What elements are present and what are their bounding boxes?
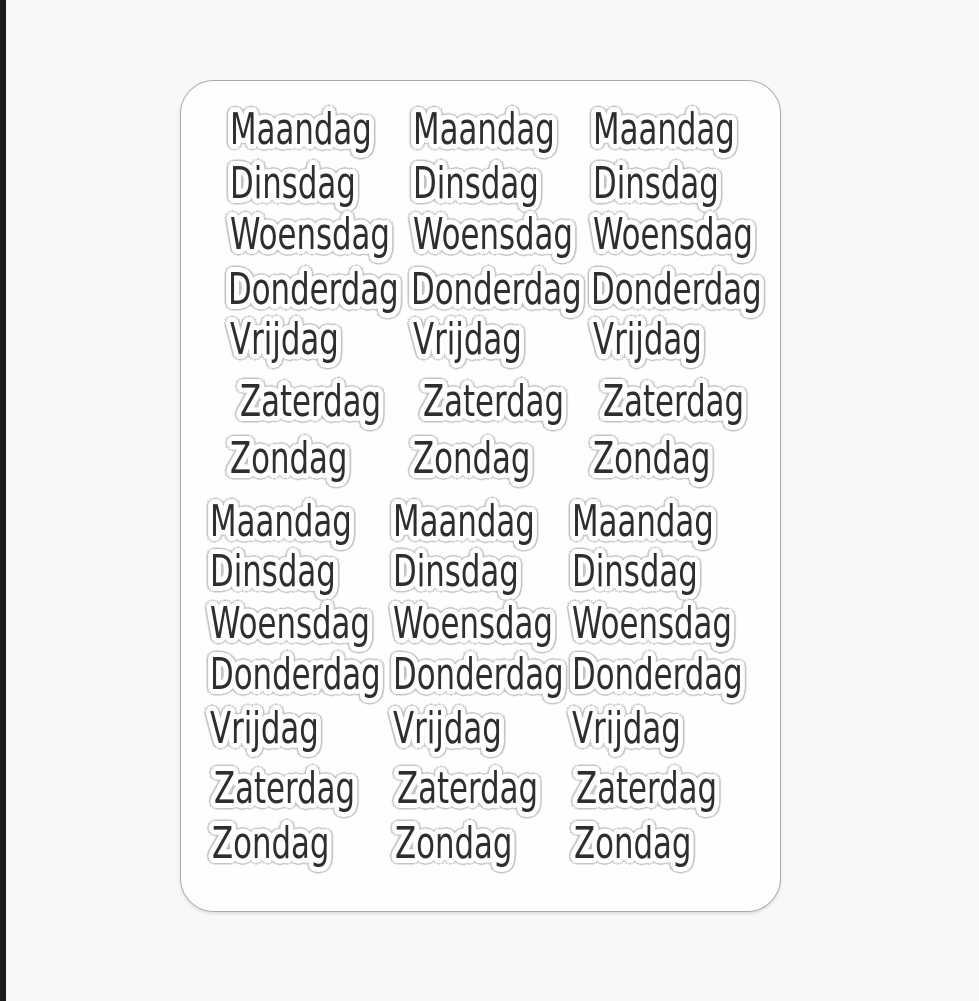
sticker-dinsdag-col3: Dinsdag (572, 546, 698, 597)
sticker-woensdag-col2: Woensdag (413, 209, 573, 260)
sticker-vrijdag-col3: Vrijdag (572, 703, 681, 754)
sticker-maandag-col3: Maandag (593, 104, 735, 155)
sticker-maandag-col3: Maandag (572, 496, 714, 547)
sticker-donderdag-col2: Donderdag (411, 264, 582, 315)
sticker-donderdag-col1: Donderdag (210, 649, 381, 700)
sticker-woensdag-col3: Woensdag (593, 209, 753, 260)
sticker-zondag-col2: Zondag (413, 433, 531, 484)
sticker-dinsdag-col1: Dinsdag (230, 158, 356, 209)
sticker-donderdag-col2: Donderdag (393, 649, 564, 700)
sticker-dinsdag-col3: Dinsdag (593, 158, 719, 209)
sticker-zondag-col1: Zondag (230, 433, 348, 484)
sticker-zondag-col3: Zondag (574, 818, 692, 869)
sticker-donderdag-col3: Donderdag (572, 649, 743, 700)
sticker-zaterdag-col2: Zaterdag (397, 763, 539, 814)
sticker-zondag-col1: Zondag (212, 818, 330, 869)
sticker-dinsdag-col1: Dinsdag (210, 546, 336, 597)
sticker-vrijdag-col2: Vrijdag (393, 703, 502, 754)
sticker-vrijdag-col2: Vrijdag (413, 314, 522, 365)
sticker-maandag-col1: Maandag (210, 496, 352, 547)
sticker-zaterdag-col1: Zaterdag (214, 763, 356, 814)
sticker-woensdag-col2: Woensdag (393, 598, 553, 649)
sticker-vrijdag-col3: Vrijdag (593, 314, 702, 365)
sticker-zaterdag-col3: Zaterdag (603, 376, 745, 427)
sticker-woensdag-col1: Woensdag (210, 598, 370, 649)
sticker-donderdag-col1: Donderdag (228, 264, 399, 315)
sticker-dinsdag-col2: Dinsdag (393, 546, 519, 597)
sticker-zaterdag-col3: Zaterdag (576, 763, 718, 814)
sticker-maandag-col2: Maandag (413, 104, 555, 155)
sticker-vrijdag-col1: Vrijdag (230, 314, 339, 365)
sticker-zaterdag-col2: Zaterdag (423, 376, 565, 427)
sticker-woensdag-col3: Woensdag (572, 598, 732, 649)
sticker-woensdag-col1: Woensdag (230, 209, 390, 260)
sticker-maandag-col1: Maandag (230, 104, 372, 155)
sticker-donderdag-col3: Donderdag (591, 264, 762, 315)
sticker-zondag-col3: Zondag (593, 433, 711, 484)
sticker-zondag-col2: Zondag (395, 818, 513, 869)
sticker-zaterdag-col1: Zaterdag (240, 376, 382, 427)
sticker-dinsdag-col2: Dinsdag (413, 158, 539, 209)
sticker-maandag-col2: Maandag (393, 496, 535, 547)
sticker-vrijdag-col1: Vrijdag (210, 703, 319, 754)
